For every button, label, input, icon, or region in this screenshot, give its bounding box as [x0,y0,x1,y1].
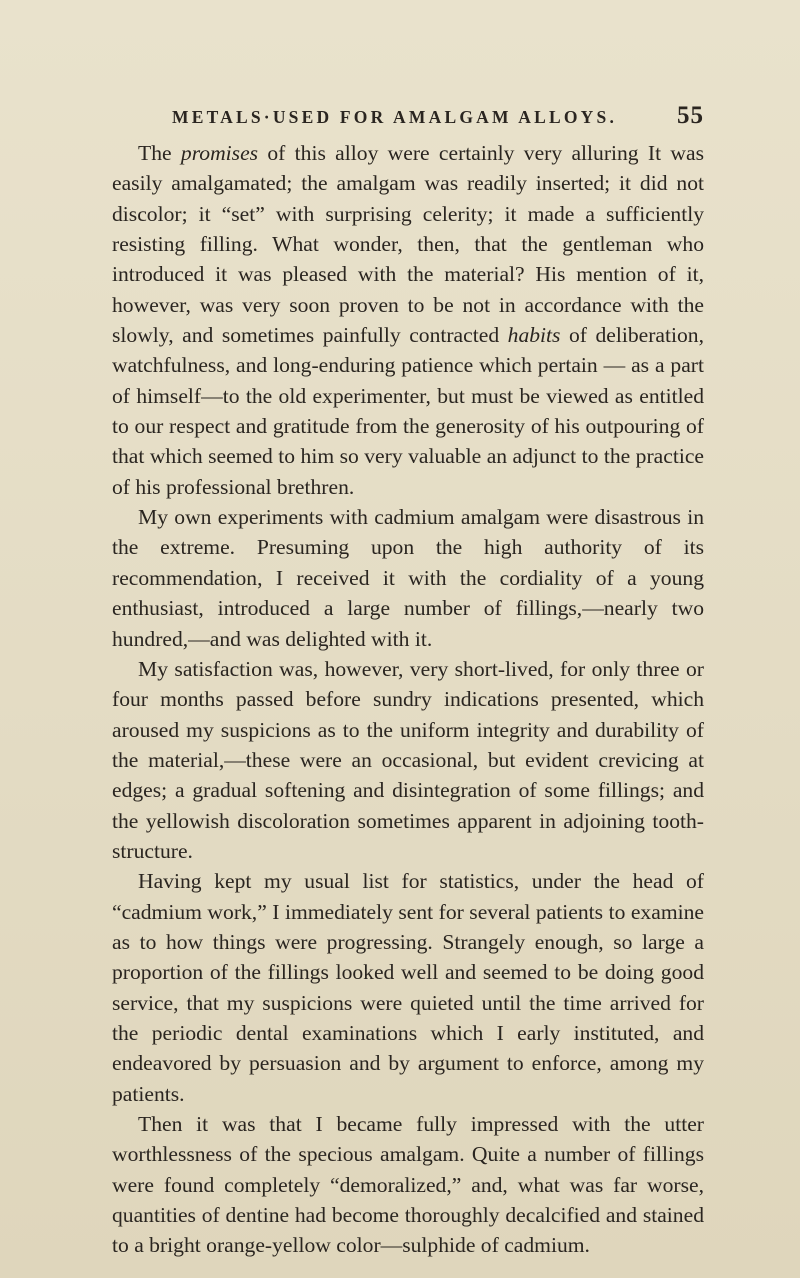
paragraph-5 [112,1109,704,1261]
text-run: Having kept my usual list for statistics, under the head of “cadmium work,” I immediately sent for several patients to examine as to how things were progressing. Strangely enough, so large a proportion of the fillings looked well and seemed to be doing good service, that my suspicions were quieted until the time arrived for the periodic dental examinations which I early instituted, and endeavored by persuasion and by argument to enforce, among my patients. [112,869,704,1106]
body-text [112,138,704,1261]
italic-word-habits: habits [507,323,561,348]
text-run: The [138,141,181,165]
page-number: 55 [677,102,704,129]
text-run: My satisfaction was, however, very short-lived, for only three or four months passed before sundry indications presented, which aroused my suspicions as to the uniform integrity and durability of the material,—these were an occasional, but evident crevicing at edges; a gradual softening and disintegration of some fillings; and the yellowish discoloration sometimes apparent in adjoining tooth-structure. [112,656,704,863]
italic-word-promises: promises [180,141,259,165]
text-run: My own experiments with cadmium amalgam were disastrous in the extreme. Presuming upon the high authority of its recommendation, I received it with the cordiality of a young enthusiast, introduced a large number of fillings,—nearly two hundred,—and was delighted with it. [112,505,704,651]
text-run: Then it was that I became fully impressed with the utter worthlessness of the specious amalgam. Quite a number of fillings were found completely “demoralized,” and, what was far worse, quantities of dentine had become thoroughly decalcified and stained to a bright orange-yellow color—sulphide of cadmium. [112,1112,704,1258]
paragraph-4 [112,866,704,1109]
paragraph-2 [112,502,704,654]
text-run: of deliberation, watchfulness, and long-enduring patience which pertain — as a part of himself—to the old experimenter, but must be viewed as entitled to our respect and gratitude from the generosity of his outpouring of that which seemed to him so very valuable an adjunct to the practice of his professional brethren. [112,323,705,499]
paragraph-3 [112,654,704,866]
running-header [172,102,704,138]
text-run: of this alloy were certainly very alluring It was easily amalgamated; the amalgam was readily inserted; it did not discolor; it “set” with surprising celerity; it made a sufficiently resisting filling. What wonder, then, that the gentleman who introduced it was pleased with the material? His mention of it, however, was very soon proven to be not in accordance with the slowly, and sometimes painfully contracted [112,141,704,348]
running-title: METALS·USED FOR AMALGAM ALLOYS. [172,107,618,127]
paragraph-1 [112,138,704,502]
